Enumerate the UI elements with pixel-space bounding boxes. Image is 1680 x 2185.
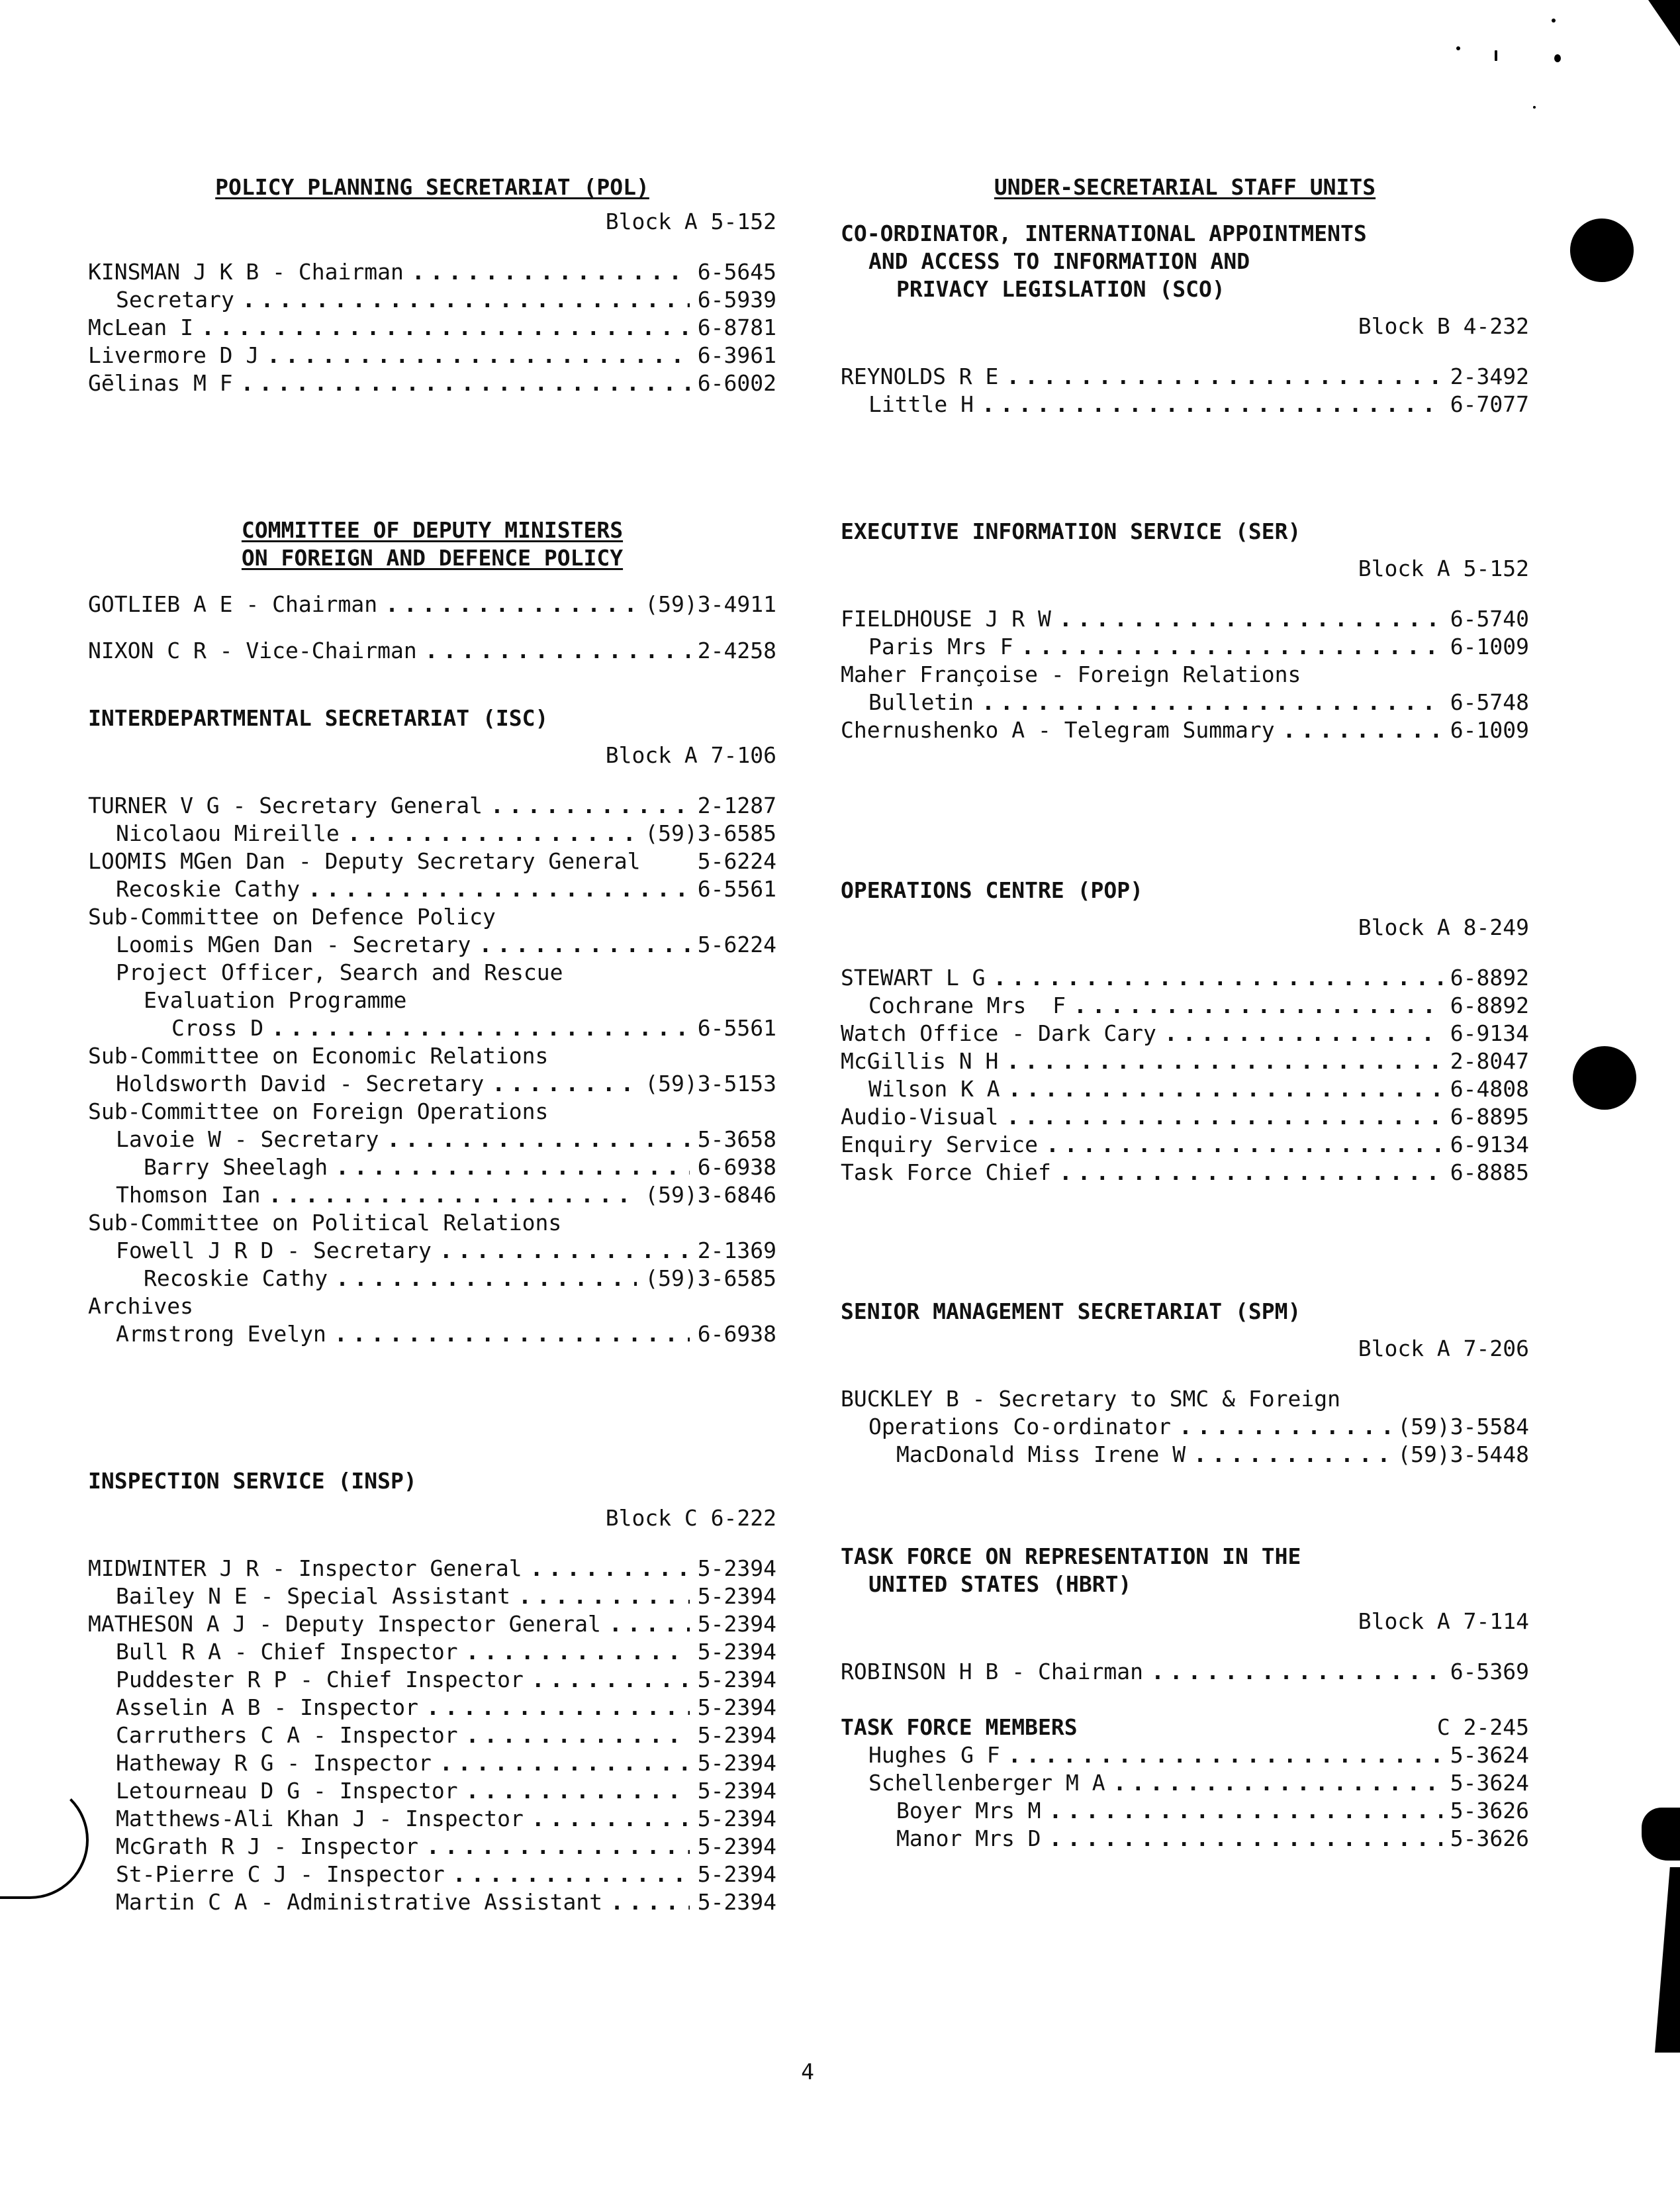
entry-phone: 5-2394	[697, 1583, 776, 1609]
hbrt-section	[841, 1543, 1529, 1853]
staple-mark	[1642, 1808, 1680, 1861]
dot-leader	[425, 637, 690, 665]
entry-phone: 5-2394	[697, 1611, 776, 1637]
entry-name: Chernushenko A - Telegram Summary	[841, 717, 1275, 743]
subcommittee-heading: Archives	[88, 1293, 193, 1319]
scan-speck	[1495, 50, 1497, 61]
directory-entry	[88, 369, 776, 397]
directory-entry	[88, 286, 776, 314]
sco-location: Block B 4-232	[1358, 313, 1529, 339]
entry-name: Operations Co-ordinator	[868, 1414, 1171, 1439]
entry-name: Audio-Visual	[841, 1104, 999, 1130]
entry-name: Enquiry Service	[841, 1132, 1039, 1157]
entry-name: Matthews-Ali Khan J - Inspector	[116, 1806, 524, 1831]
entry-name: Wilson K A	[868, 1076, 1000, 1102]
entry-phone: (59)3-4911	[645, 591, 776, 617]
directory-entry	[841, 689, 1529, 716]
isc-location: Block A 7-106	[605, 742, 776, 768]
entry-phone: 5-2394	[697, 1806, 776, 1831]
entry-name: REYNOLDS R E	[841, 364, 999, 389]
directory-entry	[841, 1159, 1529, 1187]
hbrt-title-line-2: UNITED STATES (HBRT)	[868, 1571, 1132, 1597]
dot-leader	[1059, 1159, 1442, 1187]
cdm-title	[88, 516, 776, 572]
entry-name: Little H	[868, 391, 974, 417]
entry-name: Armstrong Evelyn	[116, 1321, 326, 1347]
pol-entries	[88, 258, 776, 397]
entry-name: Gēlinas M F	[88, 370, 233, 396]
dot-leader	[1179, 1413, 1389, 1441]
directory-entry	[841, 391, 1529, 418]
isc-title: INTERDEPARTMENTAL SECRETARIAT (ISC)	[88, 705, 549, 731]
entry-name: Schellenberger M A	[868, 1770, 1105, 1796]
entry-name: STEWART L G	[841, 965, 986, 991]
entry-name: MacDonald Miss Irene W	[896, 1441, 1186, 1467]
pol-section	[88, 173, 776, 397]
directory-entry	[841, 1825, 1529, 1853]
subcommittee-heading: Sub-Committee on Economic Relations	[88, 1043, 549, 1069]
dot-leader	[1074, 992, 1442, 1020]
entry-phone: 6-4808	[1450, 1076, 1529, 1102]
entry-phone: 5-2394	[697, 1861, 776, 1887]
entry-phone: 5-3658	[697, 1126, 776, 1152]
dot-leader	[1049, 1825, 1442, 1853]
directory-entry	[841, 605, 1529, 633]
entry-name: Recoskie Cathy	[116, 876, 301, 902]
scan-speck	[1533, 106, 1536, 109]
entry-name: Letourneau D G - Inspector	[116, 1778, 458, 1804]
entry-phone: 5-2394	[697, 1694, 776, 1720]
directory-entry	[841, 1020, 1529, 1047]
directory-entry	[88, 1833, 776, 1861]
punch-hole-middle	[1573, 1046, 1636, 1110]
entry-phone: 5-2394	[697, 1750, 776, 1776]
directory-entry	[88, 1237, 776, 1265]
spm-title: SENIOR MANAGEMENT SECRETARIAT (SPM)	[841, 1298, 1301, 1324]
dot-leader	[982, 391, 1442, 418]
directory-entry	[88, 1153, 776, 1181]
entry-name: Bailey N E - Special Assistant	[116, 1583, 511, 1609]
directory-entry	[88, 792, 776, 820]
directory-entry	[88, 1749, 776, 1777]
entry-phone: 6-6938	[697, 1154, 776, 1180]
handwritten-bracket-mark	[0, 1781, 89, 1899]
dot-leader	[267, 342, 690, 369]
entry-name: Barry Sheelagh	[144, 1154, 328, 1180]
entry-name: Cross D	[171, 1015, 264, 1041]
directory-entry	[88, 1722, 776, 1749]
entry-name: Asselin A B - Inspector	[116, 1694, 418, 1720]
dot-leader	[1021, 633, 1442, 661]
entry-phone: 5-2394	[697, 1778, 776, 1804]
pop-location: Block A 8-249	[1358, 914, 1529, 940]
directory-entry	[88, 591, 776, 618]
entry-name: Martin C A - Administrative Assistant	[116, 1889, 603, 1915]
entry-phone: 5-2394	[697, 1555, 776, 1581]
entry-phone: 6-1009	[1450, 634, 1529, 659]
directory-entry	[88, 342, 776, 369]
entry-phone: 2-3492	[1450, 364, 1529, 389]
directory-entry	[841, 1103, 1529, 1131]
sco-title-line-1: CO-ORDINATOR, INTERNATIONAL APPOINTMENTS	[841, 220, 1367, 246]
directory-entry	[88, 875, 776, 903]
insp-location: Block C 6-222	[605, 1505, 776, 1531]
entry-name: Watch Office - Dark Cary	[841, 1020, 1156, 1046]
dot-leader	[492, 1070, 637, 1098]
insp-title: INSPECTION SERVICE (INSP)	[88, 1468, 417, 1494]
directory-entry	[88, 1861, 776, 1888]
entry-phone: 6-8781	[697, 315, 776, 340]
entry-name: ROBINSON H B - Chairman	[841, 1659, 1143, 1684]
role-line: Maher Françoise - Foreign Relations	[841, 661, 1301, 687]
entry-phone: 5-2394	[697, 1667, 776, 1692]
entry-phone: 6-5369	[1450, 1659, 1529, 1684]
entry-phone: 2-1369	[697, 1238, 776, 1263]
dot-leader	[1008, 1075, 1442, 1103]
entry-phone: 5-6224	[697, 932, 776, 957]
entry-name: Cochrane Mrs F	[868, 993, 1066, 1018]
entry-name: GOTLIEB A E - Chairman	[88, 591, 378, 617]
role-line: Project Officer, Search and Rescue	[116, 959, 563, 985]
entry-phone: 6-5939	[697, 287, 776, 313]
directory-entry	[88, 1582, 776, 1610]
entry-phone: 2-4258	[697, 638, 776, 663]
directory-entry	[841, 1741, 1529, 1769]
scan-corner-mark	[1648, 0, 1680, 46]
entry-name: Holdsworth David - Secretary	[116, 1071, 485, 1096]
entry-phone: 6-5740	[1450, 606, 1529, 632]
subcommittee-heading: Sub-Committee on Political Relations	[88, 1210, 562, 1236]
entry-name: LOOMIS MGen Dan - Deputy Secretary General	[88, 848, 641, 874]
entry-name: Hughes G F	[868, 1742, 1000, 1768]
entry-phone: 6-7077	[1450, 391, 1529, 417]
directory-entry	[88, 1126, 776, 1153]
directory-entry	[88, 1638, 776, 1666]
pop-title: OPERATIONS CENTRE (POP)	[841, 877, 1143, 903]
directory-entry	[841, 1658, 1529, 1686]
entry-phone: 5-3624	[1450, 1770, 1529, 1796]
dot-leader	[201, 314, 690, 342]
task-force-members-location: C 2-245	[1436, 1714, 1529, 1740]
dot-leader	[1283, 716, 1442, 744]
punch-hole-top	[1570, 218, 1634, 282]
entry-name: Task Force Chief	[841, 1159, 1051, 1185]
entry-name: FIELDHOUSE J R W	[841, 606, 1051, 632]
entry-phone: 5-2394	[697, 1833, 776, 1859]
entry-phone: 6-6938	[697, 1321, 776, 1347]
directory-entry	[88, 1014, 776, 1042]
sco-title-line-2: AND ACCESS TO INFORMATION AND	[868, 248, 1250, 274]
entry-name: Puddester R P - Chief Inspector	[116, 1667, 524, 1692]
entry-phone: 6-5748	[1450, 689, 1529, 715]
entry-phone: 5-3626	[1450, 1798, 1529, 1823]
entry-name: TURNER V G - Secretary General	[88, 793, 483, 818]
directory-entry	[841, 716, 1529, 744]
dot-leader	[530, 1555, 690, 1582]
scan-speck	[1552, 19, 1556, 23]
entry-name: Hatheway R G - Inspector	[116, 1750, 432, 1776]
entry-name: McLean I	[88, 315, 193, 340]
directory-entry	[841, 992, 1529, 1020]
cdm-title-line-2: ON FOREIGN AND DEFENCE POLICY	[241, 545, 624, 571]
insp-section	[88, 1467, 776, 1916]
entry-phone: 6-5645	[697, 259, 776, 285]
dot-leader	[1164, 1020, 1442, 1047]
entry-phone: 6-5561	[697, 1015, 776, 1041]
entry-phone: (59)3-6846	[645, 1182, 776, 1208]
entry-phone: (59)3-6585	[645, 1265, 776, 1291]
directory-entry	[841, 1131, 1529, 1159]
directory-entry	[841, 1797, 1529, 1825]
role-line: Evaluation Programme	[144, 987, 407, 1013]
dot-leader	[1113, 1769, 1442, 1797]
dot-leader	[1006, 1103, 1442, 1131]
spm-location: Block A 7-206	[1358, 1335, 1529, 1361]
directory-entry	[88, 637, 776, 665]
dot-leader	[1049, 1797, 1442, 1825]
entry-name: McGillis N H	[841, 1048, 999, 1074]
dot-leader	[1006, 363, 1442, 391]
right-column	[841, 173, 1529, 1853]
dot-leader	[1059, 605, 1442, 633]
entry-phone: 2-1287	[697, 793, 776, 818]
dot-leader	[1193, 1441, 1389, 1469]
cdm-title-line-1: COMMITTEE OF DEPUTY MINISTERS	[241, 517, 624, 543]
sco-title-line-3: PRIVACY LEGISLATION (SCO)	[896, 276, 1225, 302]
entry-name: Paris Mrs F	[868, 634, 1013, 659]
entry-phone: 6-8885	[1450, 1159, 1529, 1185]
dot-leader	[387, 1126, 689, 1153]
entry-name: MIDWINTER J R - Inspector General	[88, 1555, 522, 1581]
directory-entry	[88, 1694, 776, 1722]
dot-leader	[609, 1610, 690, 1638]
entry-name: Secretary	[116, 287, 234, 313]
dot-leader	[242, 286, 690, 314]
entry-phone: 5-2394	[697, 1639, 776, 1665]
entry-name: Loomis MGen Dan - Secretary	[116, 932, 471, 957]
entry-phone: 6-1009	[1450, 717, 1529, 743]
dot-leader	[982, 689, 1442, 716]
entry-phone: 2-8047	[1450, 1048, 1529, 1074]
directory-entry	[841, 964, 1529, 992]
task-force-members-header	[841, 1714, 1529, 1741]
dot-leader	[479, 931, 689, 959]
entry-phone: (59)3-5448	[1397, 1441, 1529, 1467]
dot-leader	[1151, 1658, 1442, 1686]
dot-leader	[426, 1833, 690, 1861]
dot-leader	[994, 964, 1442, 992]
directory-entry	[841, 1047, 1529, 1075]
entry-phone: (59)3-6585	[645, 820, 776, 846]
dot-leader	[334, 1320, 690, 1348]
scan-speck	[1456, 46, 1460, 50]
dot-leader	[532, 1666, 690, 1694]
dot-leader	[1008, 1741, 1442, 1769]
dot-leader	[241, 369, 690, 397]
pol-location: Block A 5-152	[605, 209, 776, 234]
entry-name: Livermore D J	[88, 342, 259, 368]
entry-phone: 5-2394	[697, 1889, 776, 1915]
directory-entry	[841, 363, 1529, 391]
directory-entry	[88, 1181, 776, 1209]
task-force-members-title: TASK FORCE MEMBERS	[841, 1714, 1078, 1740]
dot-leader	[1046, 1131, 1442, 1159]
entry-phone: 5-3624	[1450, 1742, 1529, 1768]
dot-leader	[336, 1153, 690, 1181]
directory-entry	[841, 1441, 1529, 1469]
entry-name: Lavoie W - Secretary	[116, 1126, 379, 1152]
ser-section	[841, 518, 1529, 744]
dot-leader	[412, 258, 690, 286]
entry-name: St-Pierre C J - Inspector	[116, 1861, 445, 1887]
directory-entry	[88, 848, 776, 875]
directory-entry	[88, 1265, 776, 1292]
dot-leader	[271, 1014, 690, 1042]
directory-entry	[841, 1413, 1529, 1441]
dot-leader	[348, 820, 637, 848]
scan-edge-shadow	[1655, 1867, 1680, 2053]
dot-leader	[440, 1749, 690, 1777]
entry-name: Boyer Mrs M	[896, 1798, 1041, 1823]
entry-name: MATHESON A J - Deputy Inspector General	[88, 1611, 601, 1637]
task-force-members-list	[841, 1741, 1529, 1853]
sco-section	[841, 220, 1529, 418]
entry-name: Thomson Ian	[116, 1182, 261, 1208]
directory-entry	[841, 1769, 1529, 1797]
dot-leader	[336, 1265, 637, 1292]
dot-leader	[1006, 1047, 1442, 1075]
entry-name: Nicolaou Mireille	[116, 820, 340, 846]
dot-leader	[269, 1181, 637, 1209]
hbrt-title-line-1: TASK FORCE ON REPRESENTATION IN THE	[841, 1543, 1301, 1569]
dot-leader	[426, 1694, 690, 1722]
entry-phone: (59)3-5584	[1397, 1414, 1529, 1439]
isc-section	[88, 704, 776, 1348]
staff-units-header: UNDER-SECRETARIAL STAFF UNITS	[994, 174, 1376, 200]
cdm-section	[88, 516, 776, 665]
directory-entry	[88, 258, 776, 286]
dot-leader	[532, 1805, 690, 1833]
entry-phone: 6-6002	[697, 370, 776, 396]
spm-section	[841, 1298, 1529, 1469]
dot-leader	[440, 1237, 690, 1265]
entry-name: Bulletin	[868, 689, 974, 715]
subcommittee-heading: Sub-Committee on Defence Policy	[88, 904, 496, 930]
directory-entry	[841, 1075, 1529, 1103]
dot-leader	[466, 1777, 690, 1805]
ser-title: EXECUTIVE INFORMATION SERVICE (SER)	[841, 518, 1301, 544]
scan-speck	[1554, 54, 1561, 62]
directory-entry	[88, 1610, 776, 1638]
entry-phone: (59)3-5153	[645, 1071, 776, 1096]
entry-phone: 6-8892	[1450, 965, 1529, 991]
pop-section	[841, 877, 1529, 1187]
directory-entry	[88, 1805, 776, 1833]
directory-entry	[841, 633, 1529, 661]
directory-entry	[88, 1070, 776, 1098]
entry-name: NIXON C R - Vice-Chairman	[88, 638, 417, 663]
ser-location: Block A 5-152	[1358, 556, 1529, 581]
entry-name: McGrath R J - Inspector	[116, 1833, 418, 1859]
entry-name: Manor Mrs D	[896, 1825, 1041, 1851]
entry-phone: 6-9134	[1450, 1020, 1529, 1046]
directory-entry	[88, 314, 776, 342]
hbrt-location: Block A 7-114	[1358, 1608, 1529, 1634]
entry-phone: 6-3961	[697, 342, 776, 368]
pol-title: POLICY PLANNING SECRETARIAT (POL)	[215, 174, 649, 200]
directory-entry	[88, 820, 776, 848]
entry-name: Fowell J R D - Secretary	[116, 1238, 432, 1263]
entry-name: KINSMAN J K B - Chairman	[88, 259, 404, 285]
dot-leader	[466, 1722, 690, 1749]
entry-phone: 5-2394	[697, 1722, 776, 1748]
directory-entry	[88, 1888, 776, 1916]
directory-entry	[88, 931, 776, 959]
dot-leader	[453, 1861, 690, 1888]
dot-leader	[490, 792, 690, 820]
directory-entry	[88, 1777, 776, 1805]
subcommittee-heading: Sub-Committee on Foreign Operations	[88, 1098, 549, 1124]
directory-entry	[88, 1555, 776, 1582]
entry-phone: 6-8895	[1450, 1104, 1529, 1130]
dot-leader	[610, 1888, 690, 1916]
dot-leader	[385, 591, 637, 618]
entry-phone: 5-6224	[697, 848, 776, 874]
directory-entry	[88, 1666, 776, 1694]
role-line: BUCKLEY B - Secretary to SMC & Foreign	[841, 1386, 1340, 1412]
entry-name: Recoskie Cathy	[144, 1265, 328, 1291]
entry-name: Bull R A - Chief Inspector	[116, 1639, 458, 1665]
directory-entry	[88, 1320, 776, 1348]
entry-phone: 6-9134	[1450, 1132, 1529, 1157]
dot-leader	[466, 1638, 690, 1666]
dot-leader	[518, 1582, 690, 1610]
entry-phone: 5-3626	[1450, 1825, 1529, 1851]
pop-entries	[841, 964, 1529, 1187]
entry-phone: 6-5561	[697, 876, 776, 902]
page-number: 4	[801, 2059, 814, 2084]
dot-leader	[308, 875, 690, 903]
insp-entries	[88, 1555, 776, 1916]
entry-name: Carruthers C A - Inspector	[116, 1722, 458, 1748]
entry-phone: 6-8892	[1450, 993, 1529, 1018]
left-column	[88, 173, 776, 1916]
